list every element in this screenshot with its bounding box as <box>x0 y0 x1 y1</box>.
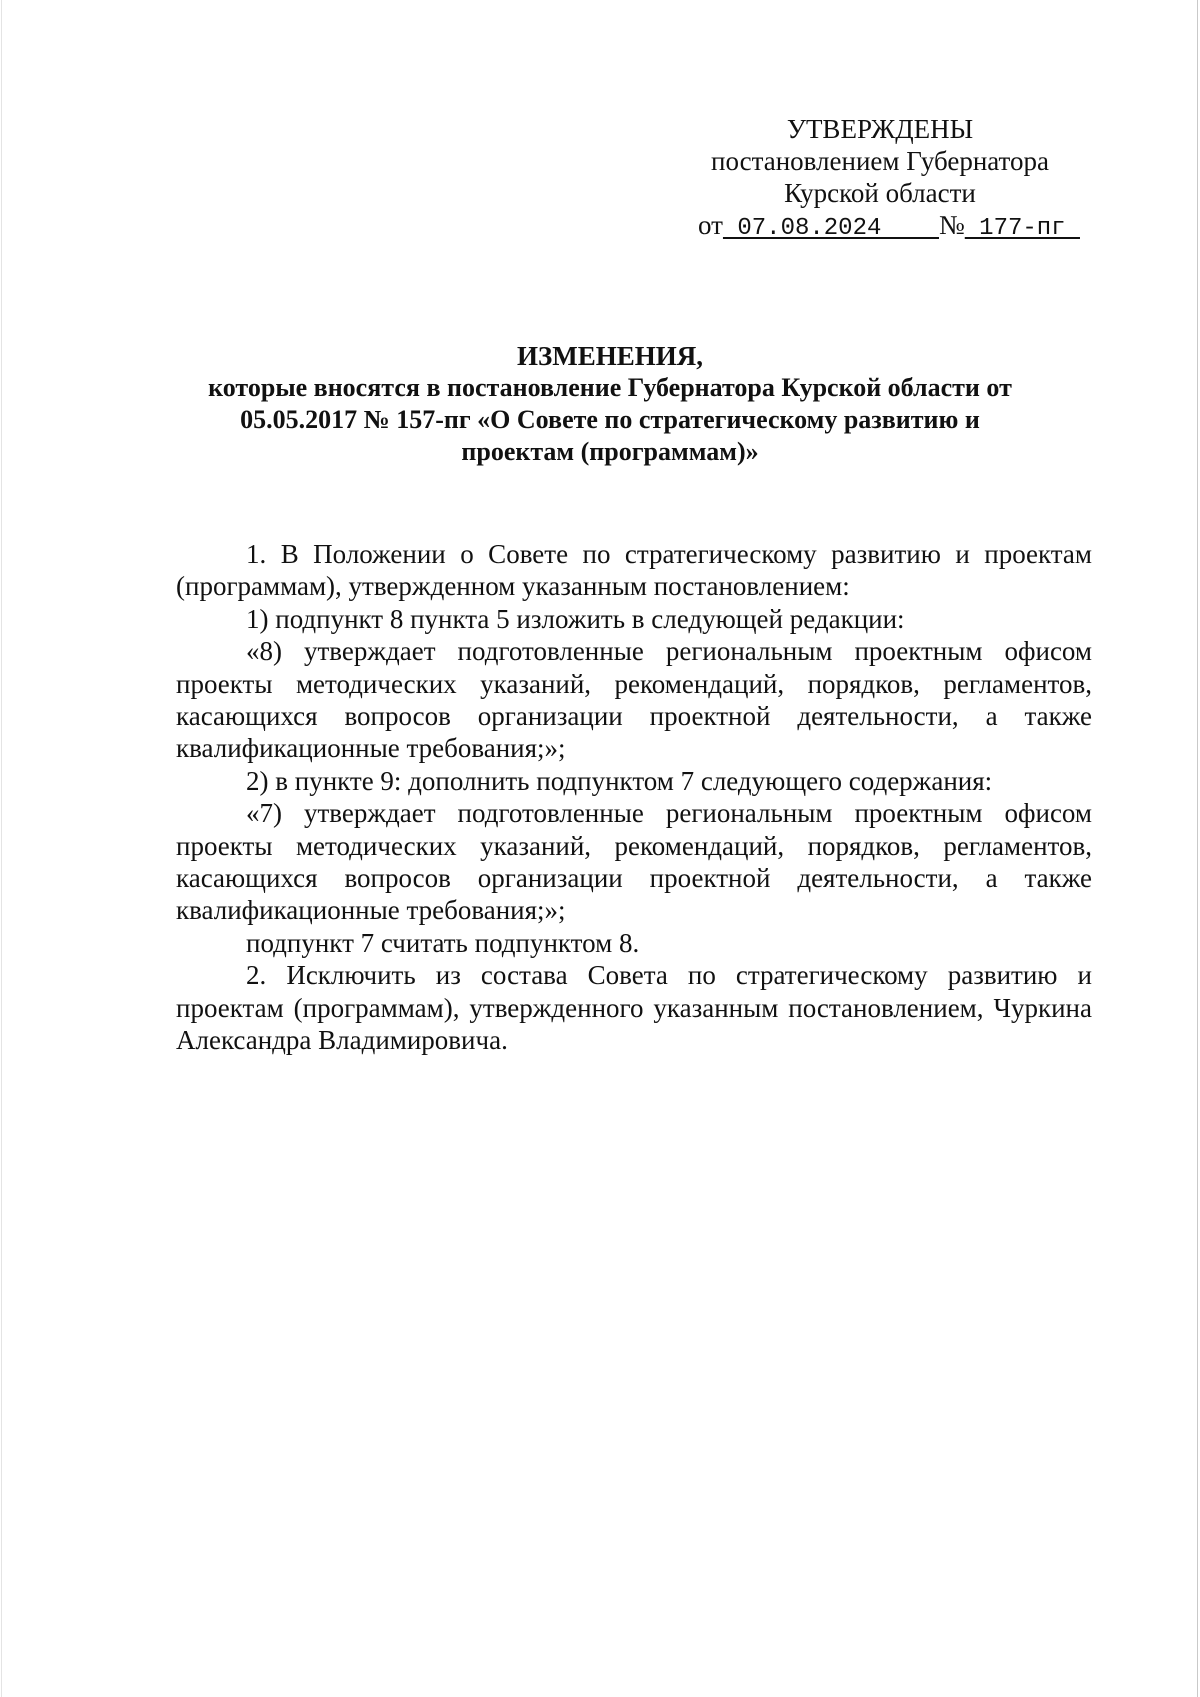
paragraph-7: 2. Исключить из состава Совета по стратегическому развитию и проектам (программам), утвержденного указанным постановлением, Чуркина Александра Владимировича. <box>176 960 1092 1056</box>
scan-edge-right <box>1197 0 1198 1697</box>
number-prefix: № <box>939 210 965 240</box>
approval-block <box>690 113 1080 245</box>
approval-authority: постановлением Губернатора <box>711 146 1049 176</box>
paragraph-3: «8) утверждает подготовленные региональным проектным офисом проекты методических указаний, рекомендаций, порядков, регламентов, касающихся вопросов организации проектной деятельности, а также квалификационные требования;»; <box>176 636 1092 764</box>
date-value: 07.08.2024 <box>722 215 939 242</box>
paragraph-6: подпункт 7 считать подпунктом 8. <box>246 927 640 958</box>
date-prefix: от <box>698 210 723 240</box>
paragraph-4: 2) в пункте 9: дополнить подпунктом 7 следующего содержания: <box>246 765 993 796</box>
paragraph-2: 1) подпункт 8 пункта 5 изложить в следующей редакции: <box>246 603 905 634</box>
approval-date-number <box>690 209 1080 245</box>
approval-heading: УТВЕРЖДЕНЫ <box>786 114 974 144</box>
scan-edge-left <box>1 0 2 1697</box>
approval-region: Курской области <box>784 178 976 208</box>
document-body <box>176 538 1092 1057</box>
number-value: 177-пг <box>964 215 1080 242</box>
document-title <box>160 340 1060 468</box>
title-line-3: проектам (программам)» <box>461 437 759 466</box>
paragraph-5: «7) утверждает подготовленные региональным проектным офисом проекты методических указаний, рекомендаций, порядков, регламентов, касающихся вопросов организации проектной деятельности, а также квалификационные требования;»; <box>176 798 1092 926</box>
title-heading: ИЗМЕНЕНИЯ, <box>516 341 703 371</box>
title-line-2: 05.05.2017 № 157-пг «О Совете по стратегическому развитию и <box>240 405 980 434</box>
paragraph-1: 1. В Положении о Совете по стратегическому развитию и проектам (программам), утвержденном указанным постановлением: <box>176 539 1092 602</box>
title-line-1: которые вносятся в постановление Губернатора Курской области от <box>208 373 1012 402</box>
